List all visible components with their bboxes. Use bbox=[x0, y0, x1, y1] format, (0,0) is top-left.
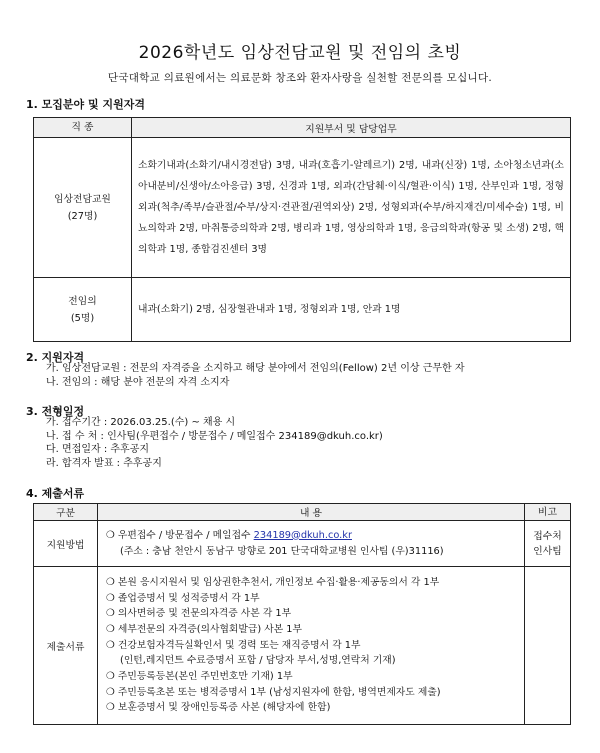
address-text: (주소 : 충남 천안시 동남구 망향로 201 단국대학교병원 인사팀 (우)31116) bbox=[120, 545, 444, 557]
table-row bbox=[34, 138, 571, 278]
apply-method-cell bbox=[98, 521, 525, 567]
table-row bbox=[34, 567, 571, 725]
list-item: 나. 전임의 : 해당 분야 전문의 자격 소지자 bbox=[46, 376, 230, 388]
category-cell bbox=[34, 278, 132, 342]
note-text: 접수처 bbox=[533, 530, 562, 542]
category-cell: 제출서류 bbox=[34, 567, 98, 725]
section-2-heading: 2. 지원자격 bbox=[26, 351, 85, 364]
section-4-heading: 4. 제출서류 bbox=[26, 487, 85, 500]
list-item: ❍ 건강보험자격득실확인서 및 경력 또는 재직증명서 각 1부 bbox=[106, 639, 361, 651]
list-item: ❍ 의사면허증 및 전문의자격증 사본 각 1부 bbox=[106, 608, 292, 620]
recruitment-table bbox=[33, 117, 571, 342]
category-cell bbox=[34, 138, 132, 278]
list-item: ❍ 보훈증명서 및 장애인등록증 사본 (해당자에 한함) bbox=[106, 702, 331, 714]
list-item: ❍ 세부전문의 자격증(의사협회발급) 사본 1부 bbox=[106, 623, 303, 635]
table-row bbox=[34, 521, 571, 567]
section-3-heading: 3. 전형일정 bbox=[26, 405, 85, 418]
schedule-list bbox=[46, 416, 383, 470]
apply-method-text: ❍ 우편접수 / 방문접수 / 메일접수 bbox=[106, 529, 254, 541]
list-item: 다. 면접일자 : 추후공지 bbox=[46, 444, 150, 455]
note-cell bbox=[525, 567, 571, 725]
category-name: 전임의 bbox=[68, 295, 97, 307]
col-header-type: 직 종 bbox=[34, 118, 132, 138]
page-title: 2026학년도 임상전담교원 및 전임의 초빙 bbox=[138, 43, 462, 63]
intro-text: 단국대학교 의료원에서는 의료문화 창조와 환자사랑을 실천할 전문의를 모십니다. bbox=[107, 72, 493, 84]
category-cell: 지원방법 bbox=[34, 521, 98, 567]
col-header-dept: 지원부서 및 담당업무 bbox=[132, 118, 571, 138]
list-item: 나. 접 수 처 : 인사팀(우편접수 / 방문접수 / 메일접수 234189@dkuh.co.kr) bbox=[46, 430, 383, 442]
note-cell bbox=[525, 521, 571, 567]
col-header-content: 내 용 bbox=[98, 504, 525, 521]
list-item: 가. 임상전담교원 : 전문의 자격증을 소지하고 해당 분야에서 전임의(Fellow) 2년 이상 근무한 자 bbox=[46, 363, 465, 374]
list-item: ❍ 주민등록등본(본인 주민번호만 기재) 1부 bbox=[106, 671, 293, 683]
department-cell: 소화기내과(소화기/내시경전담) 3명, 내과(호흡기-알레르기) 2명, 내과(신장) 1명, 소아청소년과(소아내분비/신생아/소아응급) 3명, 신경과 1명, 외과(간담췌·이식/혈관·이식) 1명, 산부인과 1명, 정형외과(척추/족부/슬관절/수부/상지·견관절/권역외상) 2명, 성형외과(수부/하지재건/미세수술) 1명, 비뇨의학과 2명, 마취통증의학과 2명, 병리과 1명, 영상의학과 1명, 응급의학과(항공 및 소생) 2명, 핵의학과 1명, 종합검진센터 3명 bbox=[132, 138, 571, 278]
category-name: 임상전담교원 bbox=[54, 193, 111, 205]
list-item: ❍ 본원 응시지원서 및 임상권한추천서, 개인정보 수집·활용·제공동의서 각 1부 bbox=[106, 576, 440, 588]
department-cell: 내과(소화기) 2명, 심장혈관내과 1명, 정형외과 1명, 안과 1명 bbox=[132, 278, 571, 342]
list-item: 라. 합격자 발표 : 추후공지 bbox=[46, 457, 162, 469]
category-count: (27명) bbox=[67, 210, 98, 222]
documents-cell bbox=[98, 567, 525, 725]
documents-table bbox=[33, 503, 571, 725]
list-item: ❍ 주민등록초본 또는 병적증명서 1부 (남성지원자에 한함, 병역면제자도 제출) bbox=[106, 686, 441, 698]
section-1-heading: 1. 모집분야 및 지원자격 bbox=[26, 98, 145, 111]
note-text: 인사팀 bbox=[533, 545, 562, 557]
list-item: (인턴,레지던트 수료증명서 포함 / 담당자 부서,성명,연락처 기재) bbox=[120, 655, 396, 667]
list-item: ❍ 졸업증명서 및 성적증명서 각 1부 bbox=[106, 592, 260, 604]
col-header-note: 비고 bbox=[525, 504, 571, 521]
table-row bbox=[34, 278, 571, 342]
qualification-list bbox=[46, 362, 465, 389]
category-count: (5명) bbox=[70, 312, 95, 324]
list-item: 가. 접수기간 : 2026.03.25.(수) ~ 채용 시 bbox=[46, 417, 236, 428]
email-link[interactable]: 234189@dkuh.co.kr bbox=[253, 529, 352, 541]
col-header-category: 구분 bbox=[34, 504, 98, 521]
